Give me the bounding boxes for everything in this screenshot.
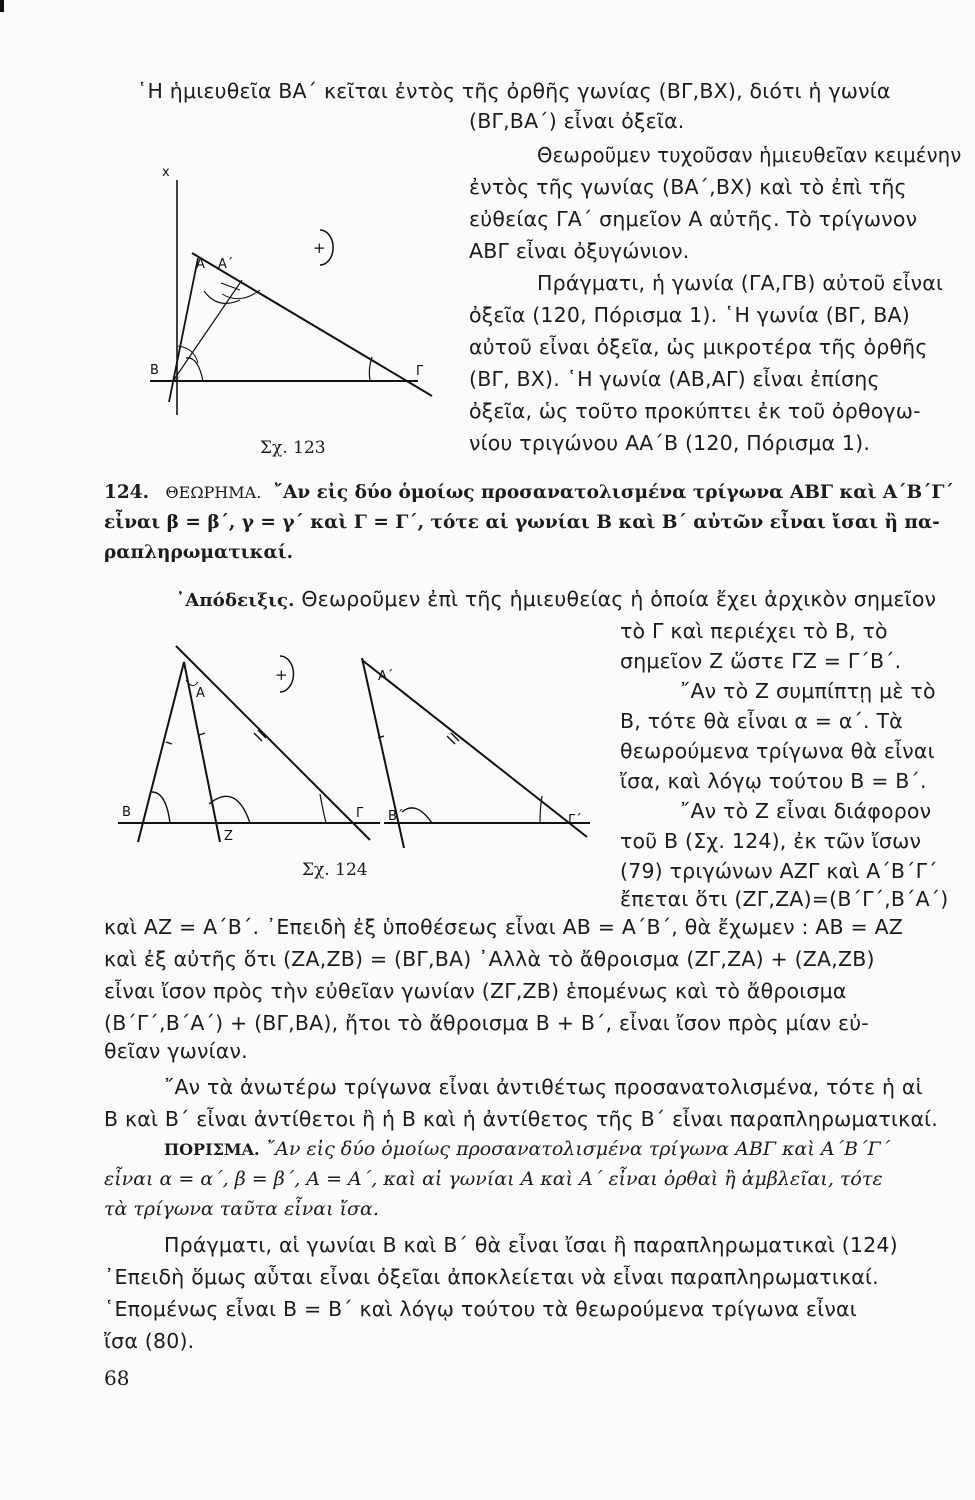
label-g: Γ [356, 806, 364, 821]
text-line: θεωρούμενα τρίγωνα θὰ εἶναι [620, 739, 935, 763]
theorem-statement-3: ραπληρωματικαί. [104, 542, 294, 563]
text-line: εὐθείας ΓΑ΄ σημεῖον Α αὐτῆς. Τὸ τρίγωνον [469, 207, 918, 231]
text-line: ῎Αν τὸ Ζ συμπίπτῃ μὲ τὸ [680, 679, 936, 703]
label-a: Α [196, 257, 205, 272]
label-b: Β [150, 363, 159, 378]
text-line: ὀξεῖα (120, Πόρισμα 1). ῾Η γωνία (ΒΓ, ΒΑ) [469, 303, 910, 327]
proof-first-line [176, 584, 936, 616]
theorem-number: 124. [104, 482, 150, 503]
text-line: καὶ ἐξ αὐτῆς ὅτι (ΖΑ,ΖΒ) = (ΒΓ,ΒΑ) ᾿Αλλὰ τὸ ἄθροισμα (ΖΓ,ΖΑ) + (ΖΑ,ΖΒ) [104, 947, 875, 971]
corollary-line-3: τὰ τρίγωνα ταῦτα εἶναι ἴσα. [104, 1198, 379, 1220]
text-line: (ΒΓ,ΒΑ΄) εἶναι ὀξεῖα. [469, 109, 685, 133]
label-b: Β [122, 805, 131, 820]
tick-a1g1-1 [447, 736, 455, 744]
page-number: 68 [104, 1366, 130, 1390]
label-x: x [162, 165, 170, 180]
corollary-line-2: εἶναι α = α΄, β = β΄, Α = Α΄, καὶ αἱ γωνίαι Α καὶ Α΄ εἶναι ὀρθαὶ ἢ ἀμβλεῖαι, τότε [104, 1168, 883, 1190]
text-line: Θεωροῦμεν τυχοῦσαν ἡμιευθεῖαν κειμένην [537, 143, 962, 167]
angle-arc-a [204, 291, 240, 303]
text-line: ἴσα, καὶ λόγῳ τούτου Β = Β΄. [620, 769, 927, 793]
label-a1: Α΄ [378, 669, 394, 684]
figure-123 [140, 150, 440, 430]
text-line: ἔπεται ὅτι (ΖΓ,ΖΑ)=(Β΄Γ΄,Β΄Α΄) [620, 887, 949, 911]
text-line: τοῦ Β (Σχ. 124), ἐκ τῶν ἴσων [620, 829, 922, 853]
label-a: Α [196, 686, 205, 701]
text-line: (79) τριγώνων ΑΖΓ καὶ Α΄Β΄Γ΄ [620, 859, 938, 883]
text-line: ᾿Επειδὴ ὅμως αὗται εἶναι ὀξεῖαι ἀποκλείεται νὰ εἶναι παραπληρωματικαί. [104, 1265, 879, 1289]
text-line: Πράγματι, ἡ γωνία (ΓΑ,ΓΒ) αὐτοῦ εἶναι [537, 271, 944, 295]
label-z: Ζ [224, 829, 233, 844]
proof-first-text: Θεωροῦμεν ἐπὶ τῆς ἡμιευθείας ἡ ὁποία ἔχει ἀρχικὸν σημεῖον [301, 587, 937, 611]
corollary-name: ΠΟΡΙΣΜΑ. [164, 1140, 260, 1159]
figure-124-caption: Σχ. 124 [302, 860, 368, 880]
angle-arc-b [186, 358, 203, 381]
text-line: Β, τότε θὰ εἶναι α = α΄. Τὰ [620, 709, 903, 733]
label-b1: Β΄ [388, 809, 404, 824]
label-g: Γ [416, 364, 424, 379]
text-line: νίου τριγώνου ΑΑ΄Β (120, Πόρισμα 1). [469, 431, 871, 455]
text-line: ῎Αν τὰ ἀνωτέρω τρίγωνα εἶναι ἀντιθέτως προσανατολισμένα, τότε ἡ αἱ [164, 1075, 923, 1099]
text-line: ῾Η ἡμιευθεῖα ΒΑ΄ κεῖται ἐντὸς τῆς ὀρθῆς γωνίας (ΒΓ,ΒΧ), διότι ἡ γωνία [137, 79, 891, 103]
line-ga [192, 253, 432, 396]
text-line: σημεῖον Ζ ὥστε ΓΖ = Γ΄Β΄. [620, 649, 902, 673]
text-line: καὶ ΑΖ = Α΄Β΄. ᾿Επειδὴ ἐξ ὑποθέσεως εἶναι ΑΒ = Α΄Β΄, θὰ ἔχωμεν : ΑΒ = ΑΖ [104, 915, 904, 939]
tick-ab [166, 742, 172, 744]
text-line: τὸ Γ καὶ περιέχει τὸ Β, τὸ [620, 619, 888, 643]
angle-arc-b [152, 792, 170, 823]
figure-123-caption: Σχ. 123 [260, 438, 326, 458]
line-ab [138, 662, 184, 842]
text-line: ἐντὸς τῆς γωνίας (ΒΑ΄,ΒΧ) καὶ τὸ ἐπὶ τῆς [469, 175, 907, 199]
scan-corner-mark [0, 0, 4, 12]
proof-label: ᾿Απόδειξις. [176, 590, 295, 611]
text-line: (Β΄Γ΄,Β΄Α΄) + (ΒΓ,ΒΑ), ἤτοι τὸ ἄθροισμα Β + Β΄, εἶναι ἴσον πρὸς μίαν εὐ- [104, 1011, 869, 1035]
text-line: ῾Επομένως εἶναι Β = Β΄ καὶ λόγῳ τούτου τὰ θεωρούμενα τρίγωνα εἶναι [104, 1297, 857, 1321]
text-line: ΑΒΓ εἶναι ὀξυγώνιον. [469, 239, 690, 263]
text-line: Β καὶ Β΄ εἶναι ἀντίθετοι ἢ ἡ Β καὶ ἡ ἀντίθετος τῆς Β΄ εἶναι παραπληρωματικαί. [104, 1107, 939, 1131]
text-line: ὀξεῖα, ὡς τοῦτο προκύπτει ἐκ τοῦ ὀρθογω- [469, 399, 921, 423]
corollary-text-1: ῎Αν εἰς δύο ὁμοίως προσανατολισμένα τρίγωνα ΑΒΓ καὶ Α΄Β΄Γ΄ [265, 1138, 891, 1160]
theorem-statement-1: ῎Αν εἰς δύο ὁμοίως προσανατολισμένα τρίγωνα ΑΒΓ καὶ Α΄Β΄Γ΄ [273, 482, 954, 503]
theorem-name: ΘΕΩΡΗΜΑ. [165, 483, 262, 502]
figure-124 [112, 632, 612, 862]
orientation-plus: + [275, 666, 288, 684]
tick-ag-1 [254, 733, 262, 741]
text-line: (ΒΓ, ΒΧ). ῾Η γωνία (ΑΒ,ΑΓ) εἶναι ἐπίσης [469, 367, 880, 391]
tick-az [199, 733, 205, 735]
angle-arc-a1 [222, 290, 260, 299]
text-line: εἶναι ἴσον πρὸς τὴν εὐθεῖαν γωνίαν (ΖΓ,ΖΒ) ἑπομένως καὶ τὸ ἄθροισμα [104, 979, 847, 1003]
orientation-plus: + [313, 239, 326, 257]
text-line: Πράγματι, αἱ γωνίαι Β καὶ Β΄ θὰ εἶναι ἴσαι ἢ παραπληρωματικαὶ (124) [164, 1233, 898, 1257]
text-line: αὐτοῦ εἶναι ὀξεῖα, ὡς μικροτέρα τῆς ὀρθῆς [469, 335, 928, 359]
label-g1: Γ΄ [568, 813, 582, 828]
text-line: ῎Αν τὸ Ζ εἶναι διάφορον [680, 799, 932, 823]
theorem-heading [104, 478, 954, 508]
text-line: ἴσα (80). [104, 1329, 195, 1353]
theorem-statement-2: εἶναι β = β΄, γ = γ΄ καὶ Γ = Γ΄, τότε αἱ γωνίαι Β καὶ Β΄ αὐτῶν εἶναι ἴσαι ἢ πα- [104, 512, 940, 533]
angle-arc-g [320, 794, 326, 823]
angle-arc-b1 [402, 808, 432, 823]
text-line: θεῖαν γωνίαν. [104, 1039, 248, 1063]
label-a1: Α΄ [218, 257, 234, 272]
line-ag [176, 646, 370, 840]
corollary-line-1 [164, 1134, 890, 1165]
